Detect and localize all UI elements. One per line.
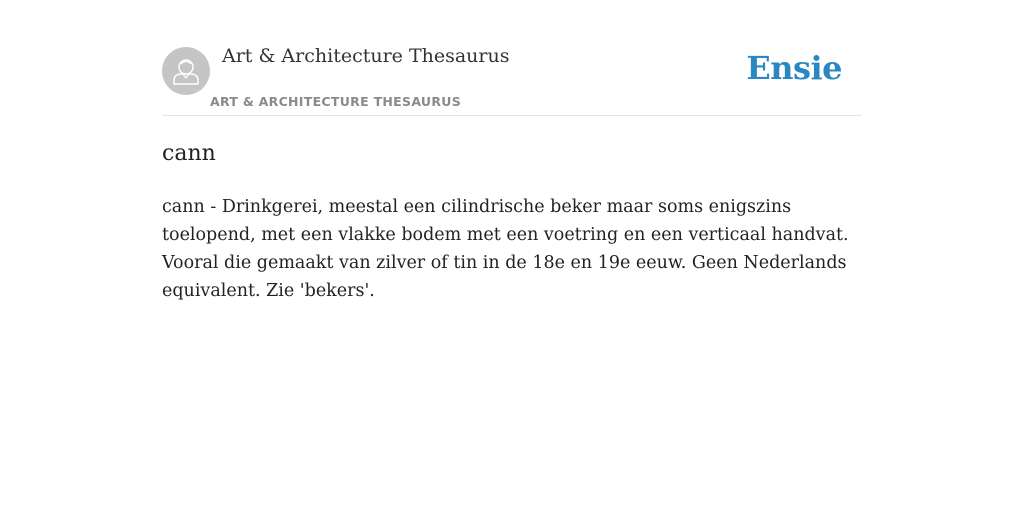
source-title-link[interactable]: Art & Architecture Thesaurus [222, 45, 510, 67]
brand-logo[interactable]: Ensie [746, 49, 842, 87]
source-subtitle-link[interactable]: ART & ARCHITECTURE THESAURUS [210, 94, 462, 109]
entry-header [162, 0, 862, 116]
entry-title: cann [162, 141, 216, 166]
user-icon [162, 47, 210, 95]
entry-definition: cann - Drinkgerei, meestal een cilindrische beker maar soms enigszins toelopend, met een vlakke bodem met een voetring en een verticaal handvat. Vooral die gemaakt van zilver of tin in de 18e en 19e eeuw. Geen Nederlands equivalent. Zie 'bekers'. [162, 197, 849, 301]
entry-card [162, 0, 862, 512]
avatar[interactable] [162, 47, 210, 95]
